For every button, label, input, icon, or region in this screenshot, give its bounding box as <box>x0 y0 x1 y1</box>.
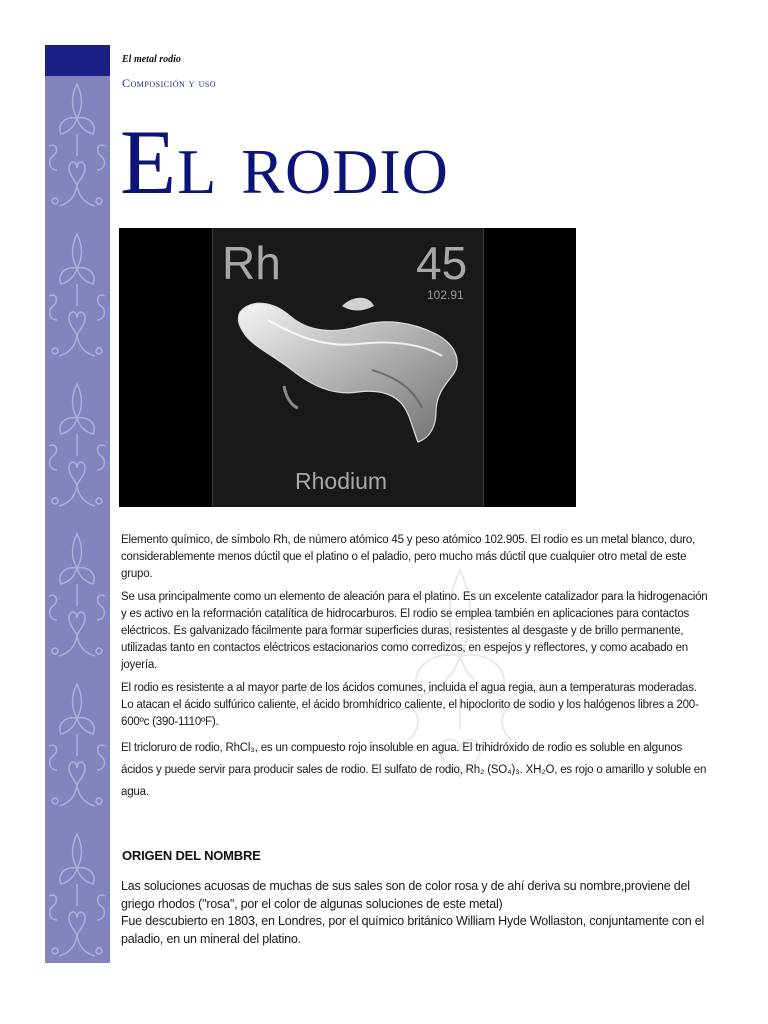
paragraph-resistance: El rodio es resistente a al mayor parte de los ácidos comunes, incluida el agua regia, aun a temperaturas moderadas. Lo atacan el ácido sulfúrico caliente, el ácido bromhídrico caliente, el hipoclorito de sodio y los halógenos libres a 200-600ºc (390-1110ºF). <box>121 682 699 728</box>
metal-sample-image <box>222 290 482 470</box>
element-name: Rhodium <box>295 468 388 494</box>
section-heading-origin: ORIGEN DEL NOMBRE <box>122 848 261 863</box>
element-atomic-number: 45 <box>416 237 468 289</box>
origin-text <box>121 878 713 948</box>
floral-pattern <box>45 76 110 963</box>
sidebar-cap <box>45 45 110 76</box>
paragraph-description: Elemento químico, de símbolo Rh, de número atómico 45 y peso atómico 102.905. El rodio es un metal blanco, duro, considerablemente menos dúctil que el platino o el paladio, pero mucho más dúctil que cualquier otro metal de este grupo. <box>121 534 696 580</box>
page-title: El rodio <box>120 111 449 213</box>
element-symbol: Rh <box>222 237 281 289</box>
body-text <box>121 532 711 809</box>
paragraph-compounds: El tricloruro de rodio, RhCl₃, es un compuesto rojo insoluble en agua. El trihidróxido de rodio es soluble en algunos ácidos y puede servir para producir sales de rodio. El sulfato de rodio, Rh₂ (SO₄)₃. XH₂O, es rojo o amarillo y soluble en agua. <box>121 742 707 798</box>
origin-paragraph-name: Las soluciones acuosas de muchas de sus sales son de color rosa y de ahí deriva su nombre,proviene del griego rhodos ("rosa", por el color de algunas soluciones de este metal) <box>121 879 690 911</box>
paragraph-uses: Se usa principalmente como un elemento de aleación para el platino. Es un excelente catalizador para la hidrogenación y es activo en la reformación catalítica de hidrocarburos. El rodio se emplea también en aplicaciones para contactos eléctricos. Es galvanizado fácilmente para formar superficies duras, resistentes al desgaste y de brillo permanente, utilizadas tanto en contactos eléctricos estacionarios como corredizos, en espejos y reflectores, y como acabado en joyería. <box>121 591 708 671</box>
rhodium-element-image <box>119 228 576 507</box>
element-atomic-weight: 102.91 <box>427 288 464 302</box>
decorative-sidebar <box>45 45 110 963</box>
document-subtitle: Composición y uso <box>122 76 217 90</box>
document-header: El metal rodio <box>122 54 181 65</box>
origin-paragraph-discovery: Fue descubierto en 1803, en Londres, por el químico británico William Hyde Wollaston, conjuntamente con el paladio, en un mineral del platino. <box>121 914 705 946</box>
